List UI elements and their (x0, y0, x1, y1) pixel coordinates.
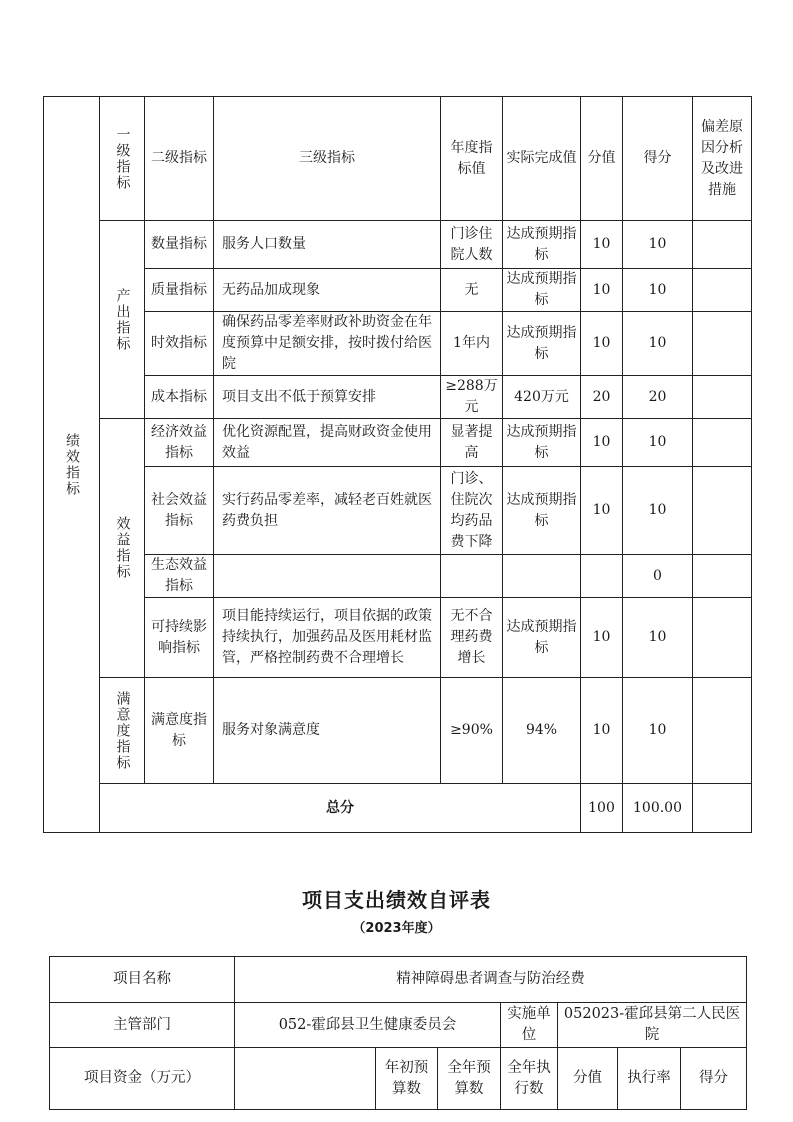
level2-cell: 数量指标 (145, 221, 214, 269)
level2-cell: 质量指标 (145, 269, 214, 312)
deviation-cell (693, 598, 752, 678)
category-benefit: 效益指标 (100, 419, 145, 678)
target-cell: 无不合理药费增长 (441, 598, 503, 678)
deviation-cell (693, 376, 752, 419)
score-header: 得分 (681, 1048, 747, 1110)
level3-cell: 服务对象满意度 (214, 678, 441, 784)
performance-indicator-table (43, 96, 752, 833)
deviation-cell (693, 678, 752, 784)
actual-cell: 达成预期指标 (503, 598, 581, 678)
weight-cell: 10 (581, 419, 623, 467)
table-row (44, 419, 752, 467)
header-weight: 分值 (581, 97, 623, 221)
funds-blank (235, 1048, 376, 1110)
table-row (44, 598, 752, 678)
level3-cell: 项目能持续运行，项目依据的政策持续执行，加强药品及医用耗材监管，严格控制药费不合理增长 (214, 598, 441, 678)
target-cell: 1年内 (441, 312, 503, 376)
target-cell: ≥90% (441, 678, 503, 784)
score-cell: 0 (623, 555, 693, 598)
target-cell: 门诊住院人数 (441, 221, 503, 269)
project-name-value: 精神障碍患者调查与防治经费 (235, 957, 747, 1003)
table-row (44, 376, 752, 419)
score-cell: 10 (623, 312, 693, 376)
level2-cell: 社会效益指标 (145, 467, 214, 555)
weight-cell: 10 (581, 467, 623, 555)
deviation-cell (693, 221, 752, 269)
score-cell: 10 (623, 467, 693, 555)
level2-cell: 时效指标 (145, 312, 214, 376)
actual-cell: 达成预期指标 (503, 312, 581, 376)
level3-cell: 确保药品零差率财政补助资金在年度预算中足额安排，按时拨付给医院 (214, 312, 441, 376)
level3-cell: 实行药品零差率，减轻老百姓就医药费负担 (214, 467, 441, 555)
funds-header-row (50, 1048, 747, 1110)
level3-cell: 服务人口数量 (214, 221, 441, 269)
header-row (44, 97, 752, 221)
funds-label: 项目资金（万元） (50, 1048, 235, 1110)
budget-year-header: 全年预算数 (438, 1048, 501, 1110)
score-cell: 10 (623, 419, 693, 467)
target-cell: 门诊、住院次均药品费下降 (441, 467, 503, 555)
level3-cell: 优化资源配置，提高财政资金使用效益 (214, 419, 441, 467)
level2-cell: 满意度指标 (145, 678, 214, 784)
total-label: 总分 (100, 784, 581, 833)
header-score: 得分 (623, 97, 693, 221)
level3-cell: 无药品加成现象 (214, 269, 441, 312)
table-row (44, 221, 752, 269)
deviation-cell (693, 467, 752, 555)
target-cell: ≥288万元 (441, 376, 503, 419)
table-row (44, 467, 752, 555)
exec-year-header: 全年执行数 (501, 1048, 558, 1110)
level2-cell: 可持续影响指标 (145, 598, 214, 678)
score-cell: 10 (623, 678, 693, 784)
deviation-cell (693, 312, 752, 376)
weight-cell: 10 (581, 269, 623, 312)
level2-cell: 经济效益指标 (145, 419, 214, 467)
department-row (50, 1003, 747, 1048)
deviation-cell (693, 269, 752, 312)
score-cell: 20 (623, 376, 693, 419)
actual-cell: 420万元 (503, 376, 581, 419)
header-deviation: 偏差原因分析及改进措施 (693, 97, 752, 221)
weight-cell: 10 (581, 312, 623, 376)
score-cell: 10 (623, 221, 693, 269)
weight-header: 分值 (558, 1048, 618, 1110)
impl-value: 052023-霍邱县第二人民医院 (558, 1003, 747, 1048)
table-row (44, 678, 752, 784)
weight-cell: 10 (581, 678, 623, 784)
rate-header: 执行率 (618, 1048, 681, 1110)
table-row (44, 555, 752, 598)
deviation-cell (693, 419, 752, 467)
score-cell: 10 (623, 598, 693, 678)
target-cell: 无 (441, 269, 503, 312)
total-deviation (693, 784, 752, 833)
form-subtitle: （2023年度） (352, 921, 441, 936)
actual-cell (503, 555, 581, 598)
header-level3: 三级指标 (214, 97, 441, 221)
total-row (44, 784, 752, 833)
category-output: 产出指标 (100, 221, 145, 419)
header-level1: 一级指标 (100, 97, 145, 221)
performance-group-label: 绩效指标 (44, 97, 100, 833)
budget-start-header: 年初预算数 (376, 1048, 438, 1110)
deviation-cell (693, 555, 752, 598)
total-score: 100.00 (623, 784, 693, 833)
table-row (44, 269, 752, 312)
weight-cell (581, 555, 623, 598)
header-target: 年度指标值 (441, 97, 503, 221)
level2-cell: 生态效益指标 (145, 555, 214, 598)
weight-cell: 20 (581, 376, 623, 419)
project-name-label: 项目名称 (50, 957, 235, 1003)
weight-cell: 10 (581, 598, 623, 678)
self-evaluation-form (49, 956, 747, 1110)
dept-label: 主管部门 (50, 1003, 235, 1048)
level3-cell: 项目支出不低于预算安排 (214, 376, 441, 419)
form-title: 项目支出绩效自评表 (302, 888, 491, 912)
category-satisfaction: 满意度指标 (100, 678, 145, 784)
level3-cell (214, 555, 441, 598)
score-cell: 10 (623, 269, 693, 312)
dept-value: 052-霍邱县卫生健康委员会 (235, 1003, 501, 1048)
project-name-row (50, 957, 747, 1003)
header-actual: 实际完成值 (503, 97, 581, 221)
header-level2: 二级指标 (145, 97, 214, 221)
impl-label: 实施单位 (501, 1003, 558, 1048)
table-row (44, 312, 752, 376)
actual-cell: 达成预期指标 (503, 269, 581, 312)
level2-cell: 成本指标 (145, 376, 214, 419)
weight-cell: 10 (581, 221, 623, 269)
actual-cell: 达成预期指标 (503, 419, 581, 467)
actual-cell: 达成预期指标 (503, 221, 581, 269)
actual-cell: 达成预期指标 (503, 467, 581, 555)
total-weight: 100 (581, 784, 623, 833)
target-cell: 显著提高 (441, 419, 503, 467)
actual-cell: 94% (503, 678, 581, 784)
target-cell (441, 555, 503, 598)
